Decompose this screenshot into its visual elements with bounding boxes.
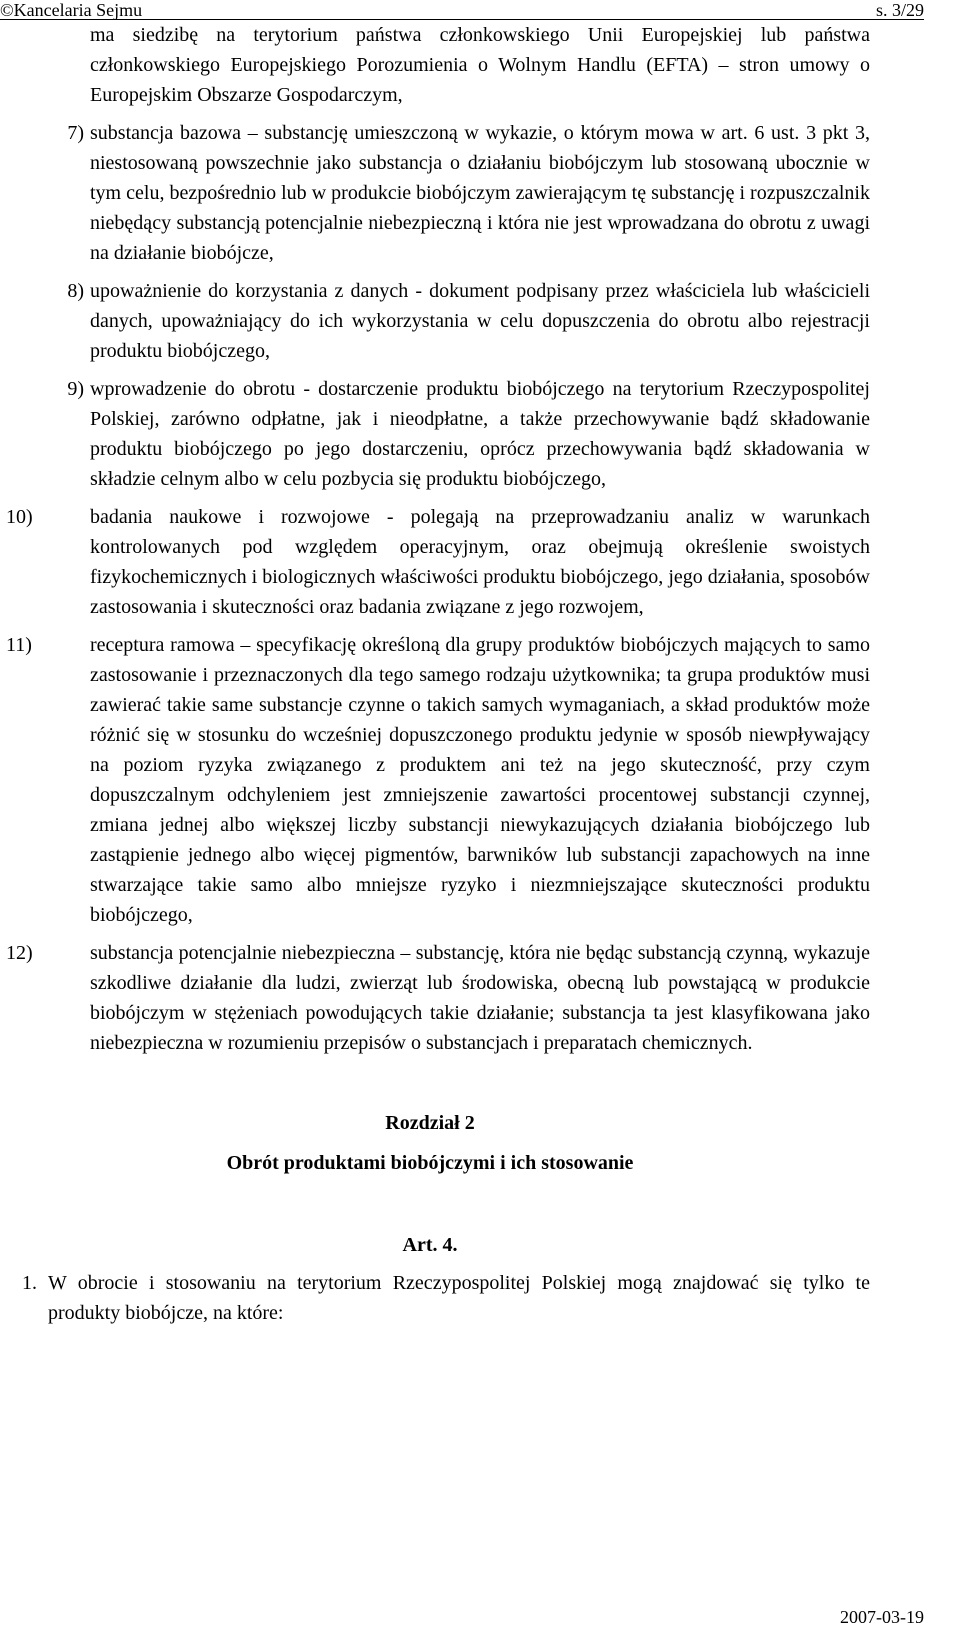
list-item-text: badania naukowe i rozwojowe - polegają na przeprowadzaniu analiz w warunkach kontrolowanych pod względem operacyjnym, oraz obejmują określenie swoistych fizykochemicznych i biologicznych właściwości produktu biobójczego, jego działania, sposobów zastosowania i skuteczności oraz badania związane z jego rozwojem,	[90, 506, 870, 618]
header-page-number: s. 3/29	[875, 0, 924, 20]
list-item-number: 10)	[6, 506, 33, 528]
list-item-8	[67, 276, 870, 366]
header-source: ©Kancelaria Sejmu	[0, 0, 143, 20]
article-label: Art. 4.	[402, 1234, 458, 1256]
list-item-text: upoważnienie do korzystania z danych - dokument podpisany przez właściciela lub właścicieli danych, upoważniający do ich wykorzystania w celu dopuszczenia do obrotu albo rejestracji produktu biobójczego,	[90, 280, 870, 362]
list-item-11	[6, 630, 870, 930]
list-item-10	[6, 502, 870, 622]
chapter-title: Obrót produktami biobójczymi i ich stosowanie	[226, 1152, 634, 1174]
list-item-number: 12)	[6, 942, 33, 964]
list-item-number: 11)	[6, 634, 32, 656]
paragraph-number: 1.	[22, 1272, 37, 1294]
chapter-label: Rozdział 2	[385, 1112, 475, 1134]
list-item-9	[67, 374, 870, 494]
intro-continuation	[90, 20, 870, 110]
list-item-text: wprowadzenie do obrotu - dostarczenie produktu biobójczego na terytorium Rzeczypospolitej Polskiej, zarówno odpłatne, jak i nieodpłatne, a także przechowywanie bądź składowanie produktu biobójczego po jego dostarczeniu, oprócz przechowywania bądź składowania w składzie celnym albo w celu pozbycia się produktu biobójczego,	[90, 378, 870, 490]
list-item-text: substancja potencjalnie niebezpieczna – substancję, która nie będąc substancją czynną, wykazuje szkodliwe działanie dla ludzi, zwierząt lub środowiska, obecną lub powstającą w produkcie biobójczym w stężeniach powodujących takie działanie; substancja ta jest klasyfikowana jako niebezpieczna w rozumieniu przepisów o substancjach i preparatach chemicznych.	[90, 942, 870, 1054]
list-item-12	[6, 938, 870, 1058]
list-item-text: receptura ramowa – specyfikację określoną dla grupy produktów biobójczych mających to samo zastosowanie i przeznaczonych dla tego samego rodzaju użytkownika; ta grupa produktów musi zawierać takie same substancje czynne o takich samych wymaganiach, a skład produktów może różnić się w stosunku do wcześniej dopuszczonego produktu jedynie w sposób niewpływający na poziom ryzyka związanego z produktem ani też na jego skuteczność, przy czym dopuszczalnym odchyleniem jest zmniejszenie zawartości procentowej substancji czynnej, zmiana jednej albo większej liczby substancji niewykazujących działania biobójczego lub zastąpienie jednego albo więcej pigmentów, barwników lub substancji zapachowych na inne stwarzające takie samo albo mniejsze ryzyko i niezmniejszające skuteczności produktu biobójczego,	[90, 634, 870, 926]
document-body	[0, 20, 960, 1328]
list-item-7	[67, 118, 870, 268]
list-item-number: 8)	[67, 280, 84, 302]
paragraph-text: W obrocie i stosowaniu na terytorium Rzeczypospolitej Polskiej mogą znajdować się tylko te produkty biobójcze, na które:	[48, 1272, 870, 1324]
list-item-text: substancja bazowa – substancję umieszczoną w wykazie, o którym mowa w art. 6 ust. 3 pkt 3, niestosowaną powszechnie jako substancja o działaniu biobójczym lub stosowaną ubocznie w tym celu, bezpośrednio lub w produkcie biobójczym zawierającym tę substancję i rozpuszczalnik niebędący substancją potencjalnie niebezpieczną i która nie jest wprowadzana do obrotu z uwagi na działanie biobójcze,	[90, 122, 870, 264]
intro-text: ma siedzibę na terytorium państwa członkowskiego Unii Europejskiej lub państwa członkowskiego Europejskiego Porozumienia o Wolnym Handlu (EFTA) – stron umowy o Europejskim Obszarze Gospodarczym,	[90, 24, 870, 106]
article-paragraph	[22, 1268, 870, 1328]
footer-date: 2007-03-19	[840, 1607, 924, 1627]
list-item-number: 7)	[67, 122, 84, 144]
list-item-number: 9)	[67, 378, 84, 400]
